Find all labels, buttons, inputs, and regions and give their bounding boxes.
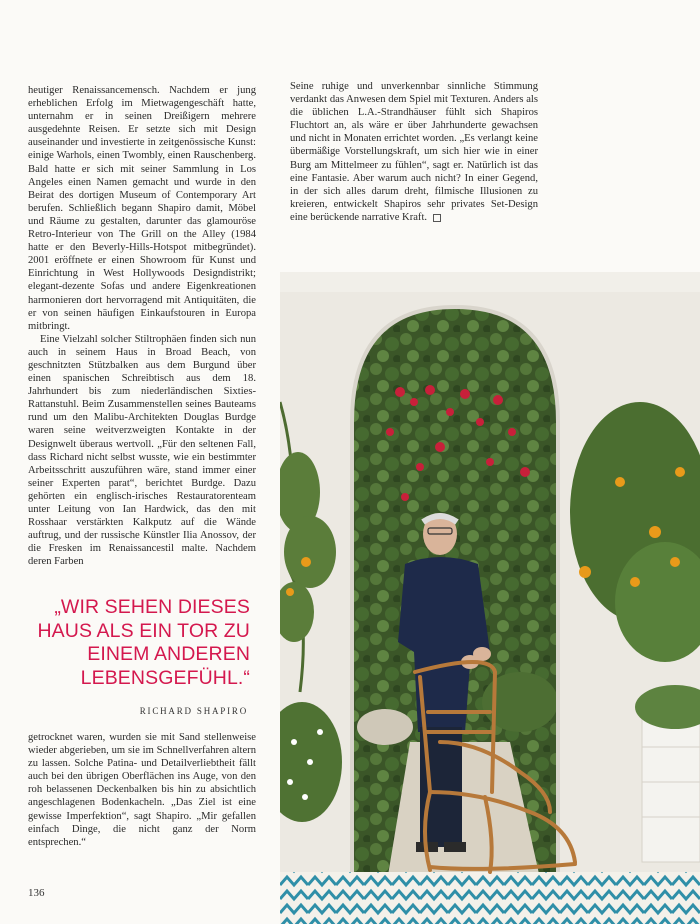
body-column-right-top bbox=[290, 80, 538, 224]
paragraph: getrocknet waren, wurden sie mit Sand stellenweise wieder abgerieben, um sie im Schnellverfahren altern zu lassen. Solche Patina- und Detailverliebtheit fällt auch bei den übrigen Oberflächen ins Auge, von den roh belassenen Deckenbalken bis hin zu absichtlich angeschlagenen Bodenkacheln. „Das Ziel ist eine gewisse Imperfektion“, sagt Shapiro. „Mir gefallen einfach Dinge, die nicht ganz der Norm entsprechen.“ bbox=[28, 732, 256, 848]
paragraph-text: Seine ruhige und unverkennbar sinnliche Stimmung verdankt das Anwesen dem Spiel mit Texturen. Anders als die üblichen L.A.-Strandhäuser fühlt sich Shapiros Fluchtort an, als wäre er über Jahrhunderte gewachsen und nicht in Monaten errichtet worden. „Es verlangt keine übermäßige Vorstellungskraft, um sich hier wie in einer Burg am Mittelmeer zu fühlen“, sagt er. Natürlich ist das eine Fantasie. Aber warum auch nicht? In einer Gegend, in der sich alles darum dreht, filmische Illusionen zu kreieren, entwickelt Shapiros sehr privates Set-Design eine berückende narrative Kraft. bbox=[290, 81, 538, 223]
end-mark-icon bbox=[433, 214, 441, 222]
garden-arch-photo bbox=[280, 272, 700, 924]
pull-quote: „WIR SEHEN DIESES HAUS ALS EIN TOR ZU EINEM ANDEREN LEBENSGEFÜHL.“ bbox=[37, 596, 250, 689]
paragraph bbox=[290, 80, 538, 224]
body-column-left-top bbox=[28, 84, 256, 568]
body-column-left-bottom bbox=[28, 731, 256, 849]
paragraph: heutiger Renaissancemensch. Nachdem er jung erheblichen Erfolg im Mietwagengeschäft hatte, unternahm er in seinen Dreißigern mehrere ausgedehnte Reisen. Er setzte sich mit Design auseinander und investierte in zeitgenössische Kunst: einige Warhols, einen Twombly, einen Rauschenberg. Bald hatte er sich mit seiner Sammlung in Los Angeles einen Namen gemacht und wurde in den Beirat des dortigen Museum of Contemporary Art berufen. Schließlich begann Shapiro damit, Möbel und Räume zu gestalten, darunter das glamouröse Retro-Interieur von The Grill on the Alley (1984 hatte er den Beverly-Hills-Hotspot mitbegründet). 2001 eröffnete er einen Showroom für Kunst und Einrichtung in West Hollywoods Designdistrikt; elegant-dezente Sofas und andere Eigenkreationen harmonieren dort hervorragend mit Antiquitäten, die er von seinen häufigen Einkaufstouren in Europa mitbringt. bbox=[28, 85, 256, 332]
paragraph: Eine Vielzahl solcher Stiltrophäen finden sich nun auch in seinem Haus in Broad Beach, von geschnitzten Stützbalken aus dem Burgund über einen spanischen Schreibtisch aus dem 18. Jahrhundert bis zum niederländischen Sixties-Rattanstuhl. Beim Zusammenstellen seines Bauteams rund um den Malibu-Architekten Douglas Burdge waren seine weitverzweigten Kontakte in der Designwelt überaus wertvoll. „Für den seltenen Fall, dass Richard nicht selbst wusste, wie ein bestimmter Arbeitsschritt auszuführen wäre, stand immer einer seiner Experten parat“, berichtet Burdge. Dazu gehörten ein englisch-irisches Restauratorenteam unter Leitung von Ian Hardwick, das den mit Rosshaar verstärkten Kalkputz auf die Wände auftrug, und der russische Künstler Ilia Anossov, der die Fresken im Renaissancestil malte. Nachdem deren Farben bbox=[28, 333, 256, 568]
quote-attribution: RICHARD SHAPIRO bbox=[139, 706, 248, 716]
page-number: 136 bbox=[28, 887, 45, 899]
